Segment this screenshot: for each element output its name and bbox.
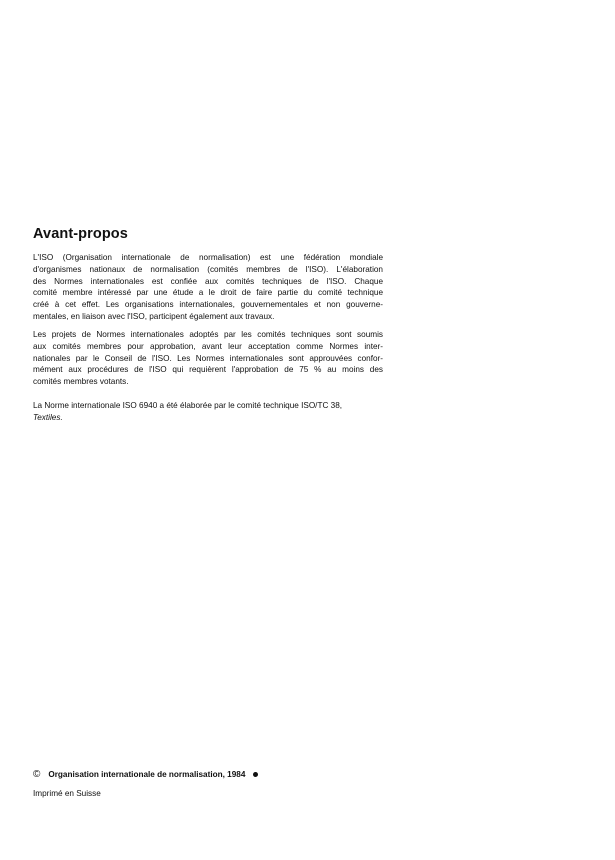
committee-name: Textiles. [33, 412, 63, 422]
copyright-icon: © [33, 769, 41, 780]
copyright-text: Organisation internationale de normalisation, 1984 [48, 770, 246, 779]
copyright-notice [33, 769, 258, 780]
paragraph-approval [33, 329, 383, 388]
text-line: mément aux procédures de l'ISO qui requièrent l'approbation de 75 % au moins des [33, 365, 383, 375]
page-title: Avant-propos [33, 226, 128, 242]
text-line: La Norme internationale ISO 6940 a été élaborée par le comité technique ISO/TC 38, [33, 401, 343, 410]
text-line: aux comités membres pour approbation, avant leur acceptation comme Normes inter- [33, 341, 383, 351]
text-line: Les projets de Normes internationales adoptés par les comités techniques sont soumis [33, 330, 383, 339]
text-line: d'organismes nationaux de normalisation (comités membres de l'ISO). L'élaboration [33, 264, 383, 274]
text-line: comité membre intéressé par une étude a le droit de faire partie du comité technique [33, 288, 383, 298]
text-line: créé à cet effet. Les organisations internationales, gouvernementales et non gouverne- [33, 300, 383, 310]
printed-in-notice: Imprimé en Suisse [33, 789, 101, 798]
paragraph-standard-origin [33, 400, 383, 424]
text-line: mentales, en liaison avec l'ISO, participent également aux travaux. [33, 311, 275, 321]
text-line: L'ISO (Organisation internationale de normalisation) est une fédération mondiale [33, 253, 383, 262]
bullet-icon [253, 772, 258, 777]
text-line: nationales par le Conseil de l'ISO. Les Normes internationales sont approuvées confor- [33, 353, 383, 363]
text-line: comités membres votants. [33, 377, 129, 387]
paragraph-iso-intro [33, 252, 383, 323]
text-line: des Normes internationales est confiée aux comités techniques de l'ISO. Chaque [33, 276, 383, 286]
